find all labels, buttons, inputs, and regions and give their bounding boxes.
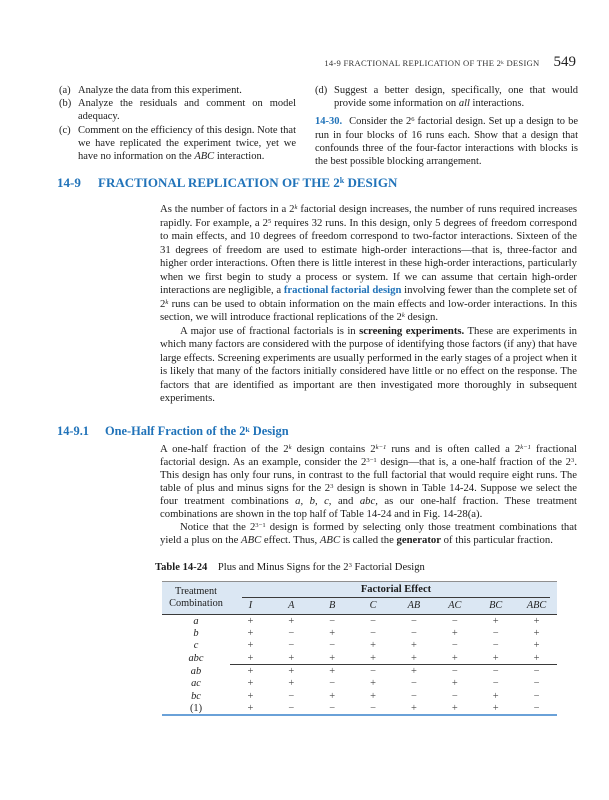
treatment-cell: abc <box>188 653 204 665</box>
section-heading <box>57 175 397 191</box>
treatment-cell: b <box>193 627 199 639</box>
sign-cell: − <box>288 627 295 639</box>
item-text: Suggest a better design, specifically, one that would provide some information on all interactions. <box>334 85 578 110</box>
sign-cell: − <box>411 690 417 702</box>
sign-cell: + <box>533 652 540 664</box>
exercises-block <box>59 84 578 168</box>
sign-cell: + <box>247 640 254 652</box>
subsection-heading <box>57 424 289 439</box>
exercises-right-column <box>315 84 578 168</box>
item-text: Analyze the data from this experiment. <box>78 85 242 96</box>
subsection-body <box>160 443 577 547</box>
sign-cell: − <box>353 665 394 678</box>
treatment-cell: bc <box>191 690 201 702</box>
subsection-title: One-Half Fraction of the 2$^k$ Design <box>105 424 289 438</box>
sign-cell: − <box>451 690 458 702</box>
problem-14-30 <box>315 115 578 168</box>
effect-header-cell: C <box>353 598 394 615</box>
sign-cell: + <box>230 665 271 678</box>
table-row <box>162 690 557 703</box>
sign-cell: − <box>329 615 336 627</box>
sign-cell: + <box>492 652 499 664</box>
treatment-cell: ab <box>190 665 202 677</box>
item-label: (d) <box>315 85 328 96</box>
paragraph: As the number of factors in a 2$^k$ factorial design increases, the number of runs required increases rapidly. For example, a $2^5$ requires 32 runs. In this design, only 5 degrees of freedom correspond to main effects, and 10 degrees of freedom correspond to two-factor interactions. Sixteen of the 31 degrees of freedom are used to estimate high-order interactions—that is, three-factor and higher order interactions. Often there is little interest in these high-order interactions, particularly when we first begin to study a process or system. If we can assume that certain high-order interactions are negligible, a fractional factorial design involving fewer than the complete set of 2$^k$ runs can be used to obtain information on the main effects and low-order interactions. In this section, we will introduce fractional replications of the 2$^k$ design. <box>160 203 578 323</box>
effect-header-cell: B <box>312 598 353 615</box>
sign-cell: + <box>533 627 540 639</box>
sign-cell: − <box>451 640 458 652</box>
sign-cell: + <box>370 640 376 652</box>
sign-cell: + <box>451 652 458 664</box>
sign-cell: + <box>370 690 376 702</box>
sign-cell: + <box>247 652 254 664</box>
table-row <box>162 640 557 653</box>
effect-header-cell: AC <box>434 598 475 615</box>
sign-cell: + <box>247 678 254 690</box>
table-body <box>162 615 557 716</box>
sign-cell: − <box>533 690 540 702</box>
sign-cell: − <box>329 678 336 690</box>
treatment-cell: (1) <box>189 702 203 714</box>
exercises-left-column <box>59 84 296 168</box>
exercise-item-c <box>59 124 296 164</box>
sign-cell: + <box>247 690 254 702</box>
table-header <box>162 582 557 615</box>
effect-header-cell: A <box>271 598 312 615</box>
table-row <box>162 615 557 628</box>
table-row <box>162 652 557 665</box>
sign-cell: − <box>288 640 295 652</box>
sign-cell: + <box>451 702 458 714</box>
sign-cell: + <box>312 665 353 678</box>
section-body <box>160 203 577 406</box>
sign-cell: + <box>329 690 336 702</box>
section-number: 14-9 <box>57 175 81 190</box>
paragraph: A one-half fraction of the 2$^k$ design contains $2^{k-1}$ runs and is often called a $2^{k-1}$ fractional factorial design. As an example, consider the $2^{3-1}$ design—that is, a one-half fraction of the $2^3$. This design has only four runs, in contrast to the full factorial that would require eight runs. The table of plus and minus signs for the $2^3$ design is shown in Table 14-24. Suppose we select the four treatment combinations a, b, c, and abc, as our one-half fraction. These treatment combinations are shown in the top half of Table 14-24 and in Fig. 14-28(a). <box>160 443 578 520</box>
sign-cell: − <box>492 678 499 690</box>
sign-cell: − <box>411 678 417 690</box>
sign-cell: − <box>492 627 499 639</box>
sign-cell: + <box>411 652 417 664</box>
subsection-number: 14-9.1 <box>57 424 90 438</box>
treatment-cell: a <box>193 615 199 627</box>
sign-cell: − <box>370 627 376 639</box>
sign-cell: + <box>451 627 458 639</box>
sign-cell: − <box>516 665 557 678</box>
effect-header-cell: BC <box>475 598 516 615</box>
sign-cell: − <box>329 702 336 714</box>
factorial-effect-header: Factorial Effect <box>230 582 557 599</box>
sign-cell: − <box>434 665 475 678</box>
effect-header-cell: ABC <box>516 598 557 615</box>
sign-cell: + <box>247 615 254 627</box>
sign-cell: + <box>411 640 417 652</box>
item-label: (a) <box>59 85 71 96</box>
treatment-cell: ac <box>191 678 201 690</box>
item-text: Comment on the efficiency of this design. Note that we have replicated the experiment twice, yet we have no information on the ABC interaction. <box>78 124 296 163</box>
sign-cell: + <box>288 678 295 690</box>
page-number: 549 <box>553 54 576 70</box>
table-row <box>162 627 557 640</box>
sign-cell: − <box>475 665 516 678</box>
effect-header-cell: AB <box>394 598 435 615</box>
sign-cell: − <box>411 615 417 627</box>
sign-cell: − <box>451 615 458 627</box>
problem-number-label: 14-30. <box>315 116 343 128</box>
sign-cell: + <box>370 652 376 664</box>
item-text: Analyze the residuals and comment on model adequacy. <box>78 98 296 123</box>
paragraph: Notice that the $2^{3-1}$ design is formed by selecting only those treatment combinations that yield a plus on the ABC effect. Thus, ABC is called the generator of this particular fraction. <box>160 521 577 546</box>
exercise-item-d <box>315 84 578 110</box>
table-caption: Table 14-24 Plus and Minus Signs for the $2^3$ Factorial Design <box>155 562 425 573</box>
running-head <box>324 54 576 71</box>
sign-cell: − <box>533 678 540 690</box>
sign-cell: + <box>370 678 376 690</box>
sign-cell: + <box>288 615 295 627</box>
sign-cell: − <box>533 702 540 714</box>
exercise-item-a <box>59 84 296 97</box>
sign-cell: + <box>533 615 540 627</box>
treatment-combination-header: Treatment Combination <box>162 582 230 615</box>
sign-cell: + <box>411 702 417 714</box>
table-row <box>162 665 557 678</box>
sign-cell: + <box>288 652 295 664</box>
section-title: FRACTIONAL REPLICATION OF THE 2$^k$ DESIGN <box>98 175 398 190</box>
sign-cell: − <box>288 702 295 714</box>
sign-cell: + <box>492 690 499 702</box>
table-row <box>162 703 557 716</box>
sign-cell: + <box>329 652 336 664</box>
problem-text: Consider the $2^6$ factorial design. Set up a design to be run in four blocks of 16 runs each. Show that a design that confounds three of the four-factor interactions with blocks is the best possible blocking arrangement. <box>315 116 578 168</box>
item-label: (b) <box>59 98 72 110</box>
sign-cell: + <box>394 665 435 678</box>
item-label: (c) <box>59 124 71 136</box>
sign-cell: − <box>492 640 499 652</box>
exercise-item-b <box>59 97 296 123</box>
sign-cell: + <box>247 627 254 639</box>
sign-cell: + <box>492 615 499 627</box>
running-head-text: 14-9 FRACTIONAL REPLICATION OF THE 2$^k$ DESIGN <box>324 58 540 68</box>
sign-cell: − <box>288 690 295 702</box>
signs-table <box>162 581 557 716</box>
effect-header-cell: I <box>230 598 271 615</box>
sign-cell: − <box>370 615 376 627</box>
sign-cell: − <box>329 640 336 652</box>
sign-cell: + <box>451 678 458 690</box>
sign-cell: + <box>533 640 540 652</box>
sign-cell: − <box>411 627 417 639</box>
sign-cell: + <box>329 627 336 639</box>
sign-cell: + <box>247 702 254 714</box>
sign-cell: + <box>492 702 499 714</box>
sign-cell: − <box>370 702 376 714</box>
table-row <box>162 677 557 690</box>
sign-cell: + <box>271 665 312 678</box>
treatment-cell: c <box>193 640 199 652</box>
paragraph: A major use of fractional factorials is in screening experiments. These are experiments in which many factors are considered with the purpose of identifying those factors (if any) that have large effects. Screening experiments are usually performed in the early stages of a project when it is likely that many of the factors initially considered have little or no effect on the response. The factors that are identified as important are then investigated more thoroughly in subsequent experiments. <box>160 324 578 404</box>
